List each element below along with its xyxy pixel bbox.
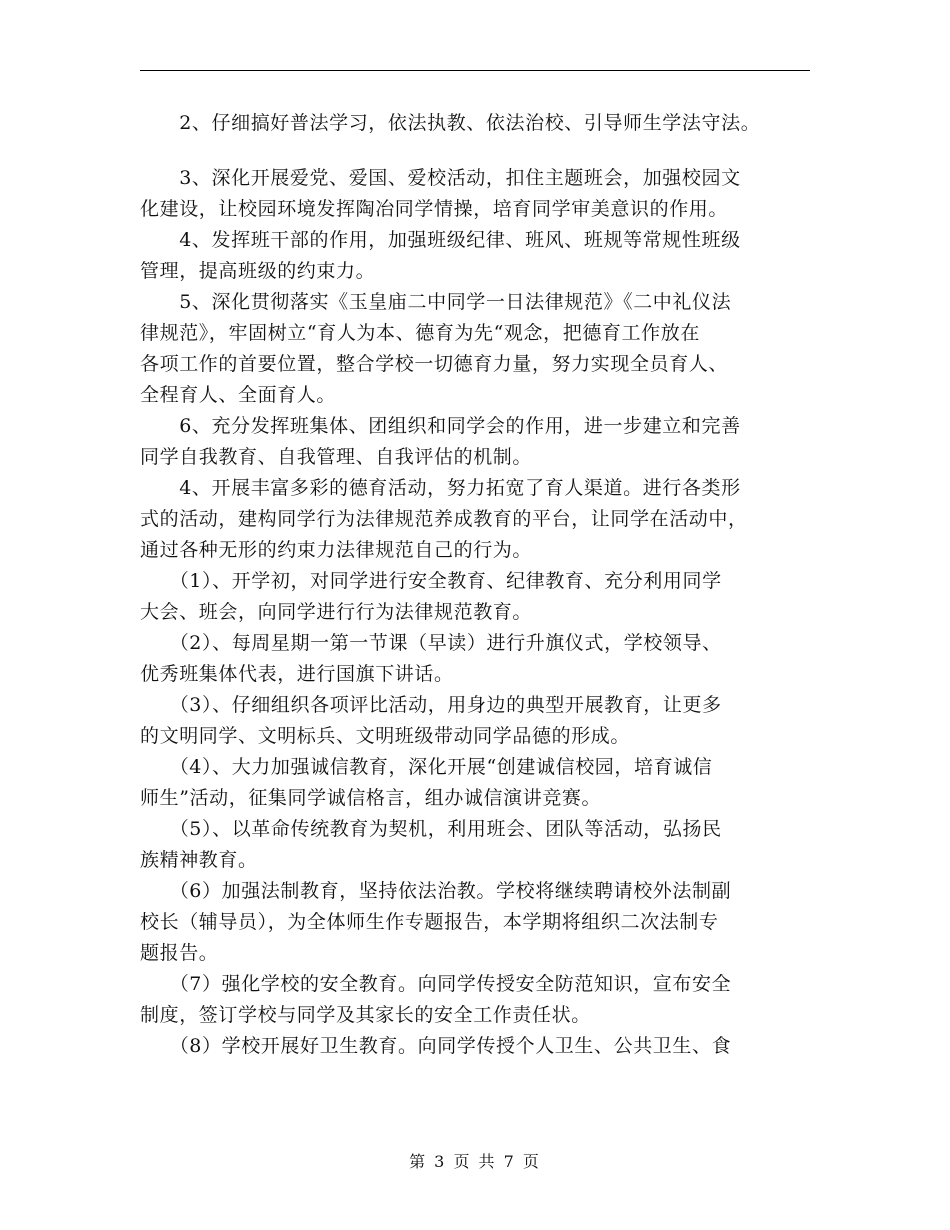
text-line: 全程育人、全面育人。: [140, 384, 337, 406]
text-line: 族精神教育。: [140, 849, 258, 871]
text-line: 大会、班会，向同学进行行为法律规范教育。: [140, 601, 533, 623]
text-line: 校长（辅导员），为全体师生作专题报告，本学期将组织二次法制专: [140, 911, 719, 933]
text-line: 管理，提高班级的约束力。: [140, 260, 376, 282]
text-line: 律规范》，牢固树立“育人为本、德育为先“观念，把德育工作放在: [140, 322, 700, 344]
body-text: [140, 108, 820, 1062]
text-line: （6）加强法制教育，坚持依法治教。学校将继续聘请校外法制副: [140, 880, 732, 902]
text-line: 制度，签订学校与同学及其家长的安全工作责任状。: [140, 1004, 591, 1026]
text-line: 4、发挥班干部的作用，加强班级纪律、班风、班规等常规性班级: [140, 229, 741, 251]
text-line: 3、深化开展爱党、爱国、爱校活动，扣住主题班会，加强校园文: [140, 167, 741, 189]
text-line: （5）、以革命传统教育为契机，利用班会、团队等活动，弘扬民: [140, 818, 722, 840]
text-line: 各项工作的首要位置，整合学校一切德育力量，努力实现全员育人、: [140, 353, 729, 375]
text-line: （2）、每周星期一第一节课（早读）进行升旗仪式，学校领导、: [140, 632, 722, 654]
text-line: 优秀班集体代表，进行国旗下讲话。: [140, 663, 454, 685]
text-line: 6、充分发挥班集体、团组织和同学会的作用，进一步建立和完善: [140, 415, 741, 437]
paragraph-gap: [140, 139, 820, 163]
text-line: 5、深化贯彻落实《玉皇庙二中同学一日法律规范》《二中礼仪法: [140, 291, 732, 313]
text-line: 同学自我教育、自我管理、自我评估的机制。: [140, 446, 533, 468]
header-rule: [140, 70, 810, 71]
text-line: 化建设，让校园环境发挥陶冶同学情操，培育同学审美意识的作用。: [140, 198, 729, 220]
text-line: 题报告。: [140, 942, 219, 964]
text-line: （3）、仔细组织各项评比活动，用身边的典型开展教育，让更多: [140, 694, 722, 716]
text-line: （4）、大力加强诚信教育，深化开展“创建诚信校园，培育诚信: [140, 756, 713, 778]
text-line: 师生”活动，征集同学诚信格言，组办诚信演讲竞赛。: [140, 787, 602, 809]
text-line: 通过各种无形的约束力法律规范自己的行为。: [140, 539, 533, 561]
text-line: 4、开展丰富多彩的德育活动，努力拓宽了育人渠道。进行各类形: [140, 477, 741, 499]
text-line: （8）学校开展好卫生教育。向同学传授个人卫生、公共卫生、食: [140, 1035, 732, 1057]
text-line: 的文明同学、文明标兵、文明班级带动同学品德的形成。: [140, 725, 631, 747]
text-line: （7）强化学校的安全教育。向同学传授安全防范知识，宣布安全: [140, 973, 732, 995]
text-line: （1）、开学初，对同学进行安全教育、纪律教育、充分利用同学: [140, 570, 722, 592]
page-footer: 第 3 页 共 7 页: [409, 1152, 541, 1171]
text-line: 式的活动，建构同学行为法律规范养成教育的平台，让同学在活动中，: [140, 508, 748, 530]
text-line: 2、仔细搞好普法学习，依法执教、依法治校、引导师生学法守法。: [140, 112, 761, 134]
